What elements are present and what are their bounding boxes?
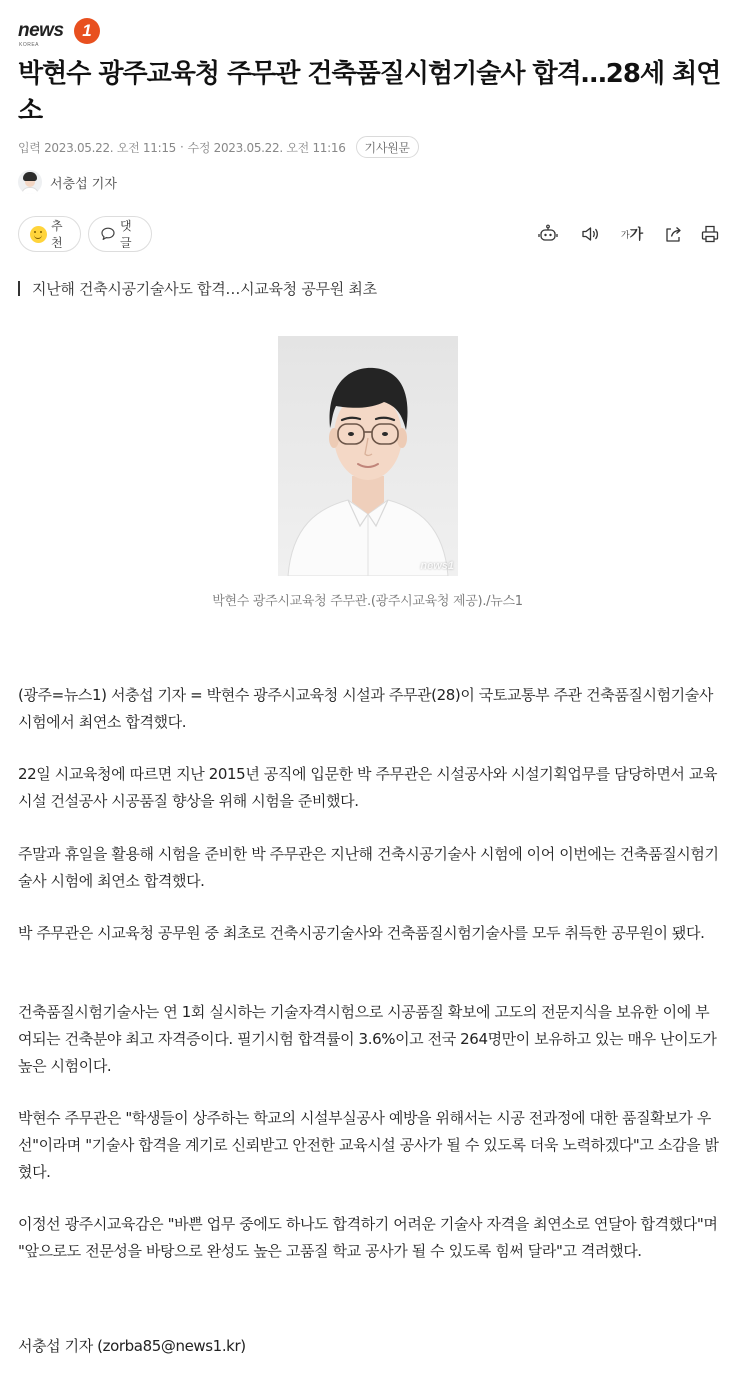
body-paragraph: (광주=뉴스1) 서충섭 기자 = 박현수 광주시교육청 시설과 주무관(28)이 국토교통부 주관 건축품질시험기술사 시험에서 최연소 합격했다. bbox=[18, 686, 713, 731]
modified-date: 수정 2023.05.22. 오전 11:16 bbox=[187, 140, 346, 155]
recommend-label: 추천 bbox=[51, 219, 63, 250]
speaker-icon bbox=[579, 223, 601, 245]
article-photo[interactable] bbox=[278, 336, 458, 576]
photo-watermark: news1 bbox=[420, 560, 454, 572]
share-button[interactable] bbox=[661, 222, 685, 246]
print-icon bbox=[699, 223, 721, 245]
robot-icon bbox=[537, 223, 559, 245]
article-byline: 서충섭 기자 (zorba85@news1.kr) bbox=[18, 1337, 246, 1355]
original-article-button[interactable]: 기사원문 bbox=[356, 136, 419, 158]
author-avatar bbox=[18, 170, 42, 194]
article-toolbar bbox=[536, 222, 722, 246]
body-paragraph: 박 주무관은 시교육청 공무원 중 최초로 건축시공기술사와 건축품질시험기술사를 모두 취득한 공무원이 됐다. bbox=[18, 924, 705, 942]
logo-wordmark: news bbox=[18, 20, 64, 41]
body-paragraph: 박현수 주무관은 "학생들이 상주하는 학교의 시설부실공사 예방을 위해서는 시공 전과정에 대한 품질확보가 우선"이라며 "기술사 합격을 계기로 신뢰받고 안전한 교육시설 공사가 될 수 있도록 더욱 노력하겠다"고 소감을 밝혔다. bbox=[18, 1109, 719, 1181]
logo-badge: 1 bbox=[74, 18, 100, 44]
article-subheadline bbox=[18, 278, 377, 299]
comment-label: 댓글 bbox=[120, 219, 132, 250]
tts-button[interactable] bbox=[578, 222, 602, 246]
meta-separator: · bbox=[180, 140, 184, 154]
share-icon bbox=[662, 223, 684, 245]
author-name: 서충섭 기자 bbox=[50, 176, 117, 192]
news1-logo[interactable] bbox=[18, 18, 98, 48]
article-headline: 박현수 광주교육청 주무관 건축품질시험기술사 합격…28세 최연소 bbox=[18, 59, 721, 126]
print-button[interactable] bbox=[698, 222, 722, 246]
author-info[interactable] bbox=[18, 170, 117, 194]
body-paragraph: 주말과 휴일을 활용해 시험을 준비한 박 주무관은 지난해 건축시공기술사 시험에 이어 이번에는 건축품질시험기술사 시험에 최연소 합격했다. bbox=[18, 845, 719, 890]
smile-icon bbox=[30, 226, 47, 243]
published-date: 입력 2023.05.22. 오전 11:15 bbox=[18, 140, 177, 155]
font-size-large-glyph: 가 bbox=[629, 227, 644, 243]
summary-button[interactable] bbox=[536, 222, 560, 246]
article-meta bbox=[18, 136, 419, 158]
portrait-image bbox=[278, 336, 458, 576]
comment-icon bbox=[100, 226, 116, 242]
body-paragraph: 이정선 광주시교육감은 "바쁜 업무 중에도 하나도 합격하기 어려운 기술사 자격을 최연소로 연달아 합격했다"며 "앞으로도 전문성을 바탕으로 완성도 높은 고품질 학교 공사가 될 수 있도록 힘써 달라"고 격려했다. bbox=[18, 1215, 718, 1260]
subheadline-bar bbox=[18, 281, 20, 296]
logo-subtext: KOREA bbox=[19, 42, 40, 48]
body-paragraph: 22일 시교육청에 따르면 지난 2015년 공직에 입문한 박 주무관은 시설공사와 시설기획업무를 담당하면서 교육시설 건설공사 시공품질 향상을 위해 시험을 준비했다. bbox=[18, 765, 718, 810]
font-size-button[interactable] bbox=[620, 222, 644, 246]
subheadline-text: 지난해 건축시공기술사도 합격…시교육청 공무원 최초 bbox=[32, 280, 377, 298]
photo-caption: 박현수 광주시교육청 주무관.(광주시교육청 제공)./뉴스1 bbox=[212, 594, 523, 609]
font-size-small-glyph: 가 bbox=[620, 230, 630, 241]
body-paragraph: 건축품질시험기술사는 연 1회 실시하는 기술자격시험으로 시공품질 확보에 고도의 전문지식을 보유한 이에 부여되는 건축분야 최고 자격증이다. 필기시험 합격률이 3.6%이고 전국 264명만이 보유하고 있는 매우 난이도가 높은 시험이다. bbox=[18, 1003, 717, 1075]
recommend-button[interactable] bbox=[18, 216, 81, 252]
comment-button[interactable] bbox=[88, 216, 152, 252]
